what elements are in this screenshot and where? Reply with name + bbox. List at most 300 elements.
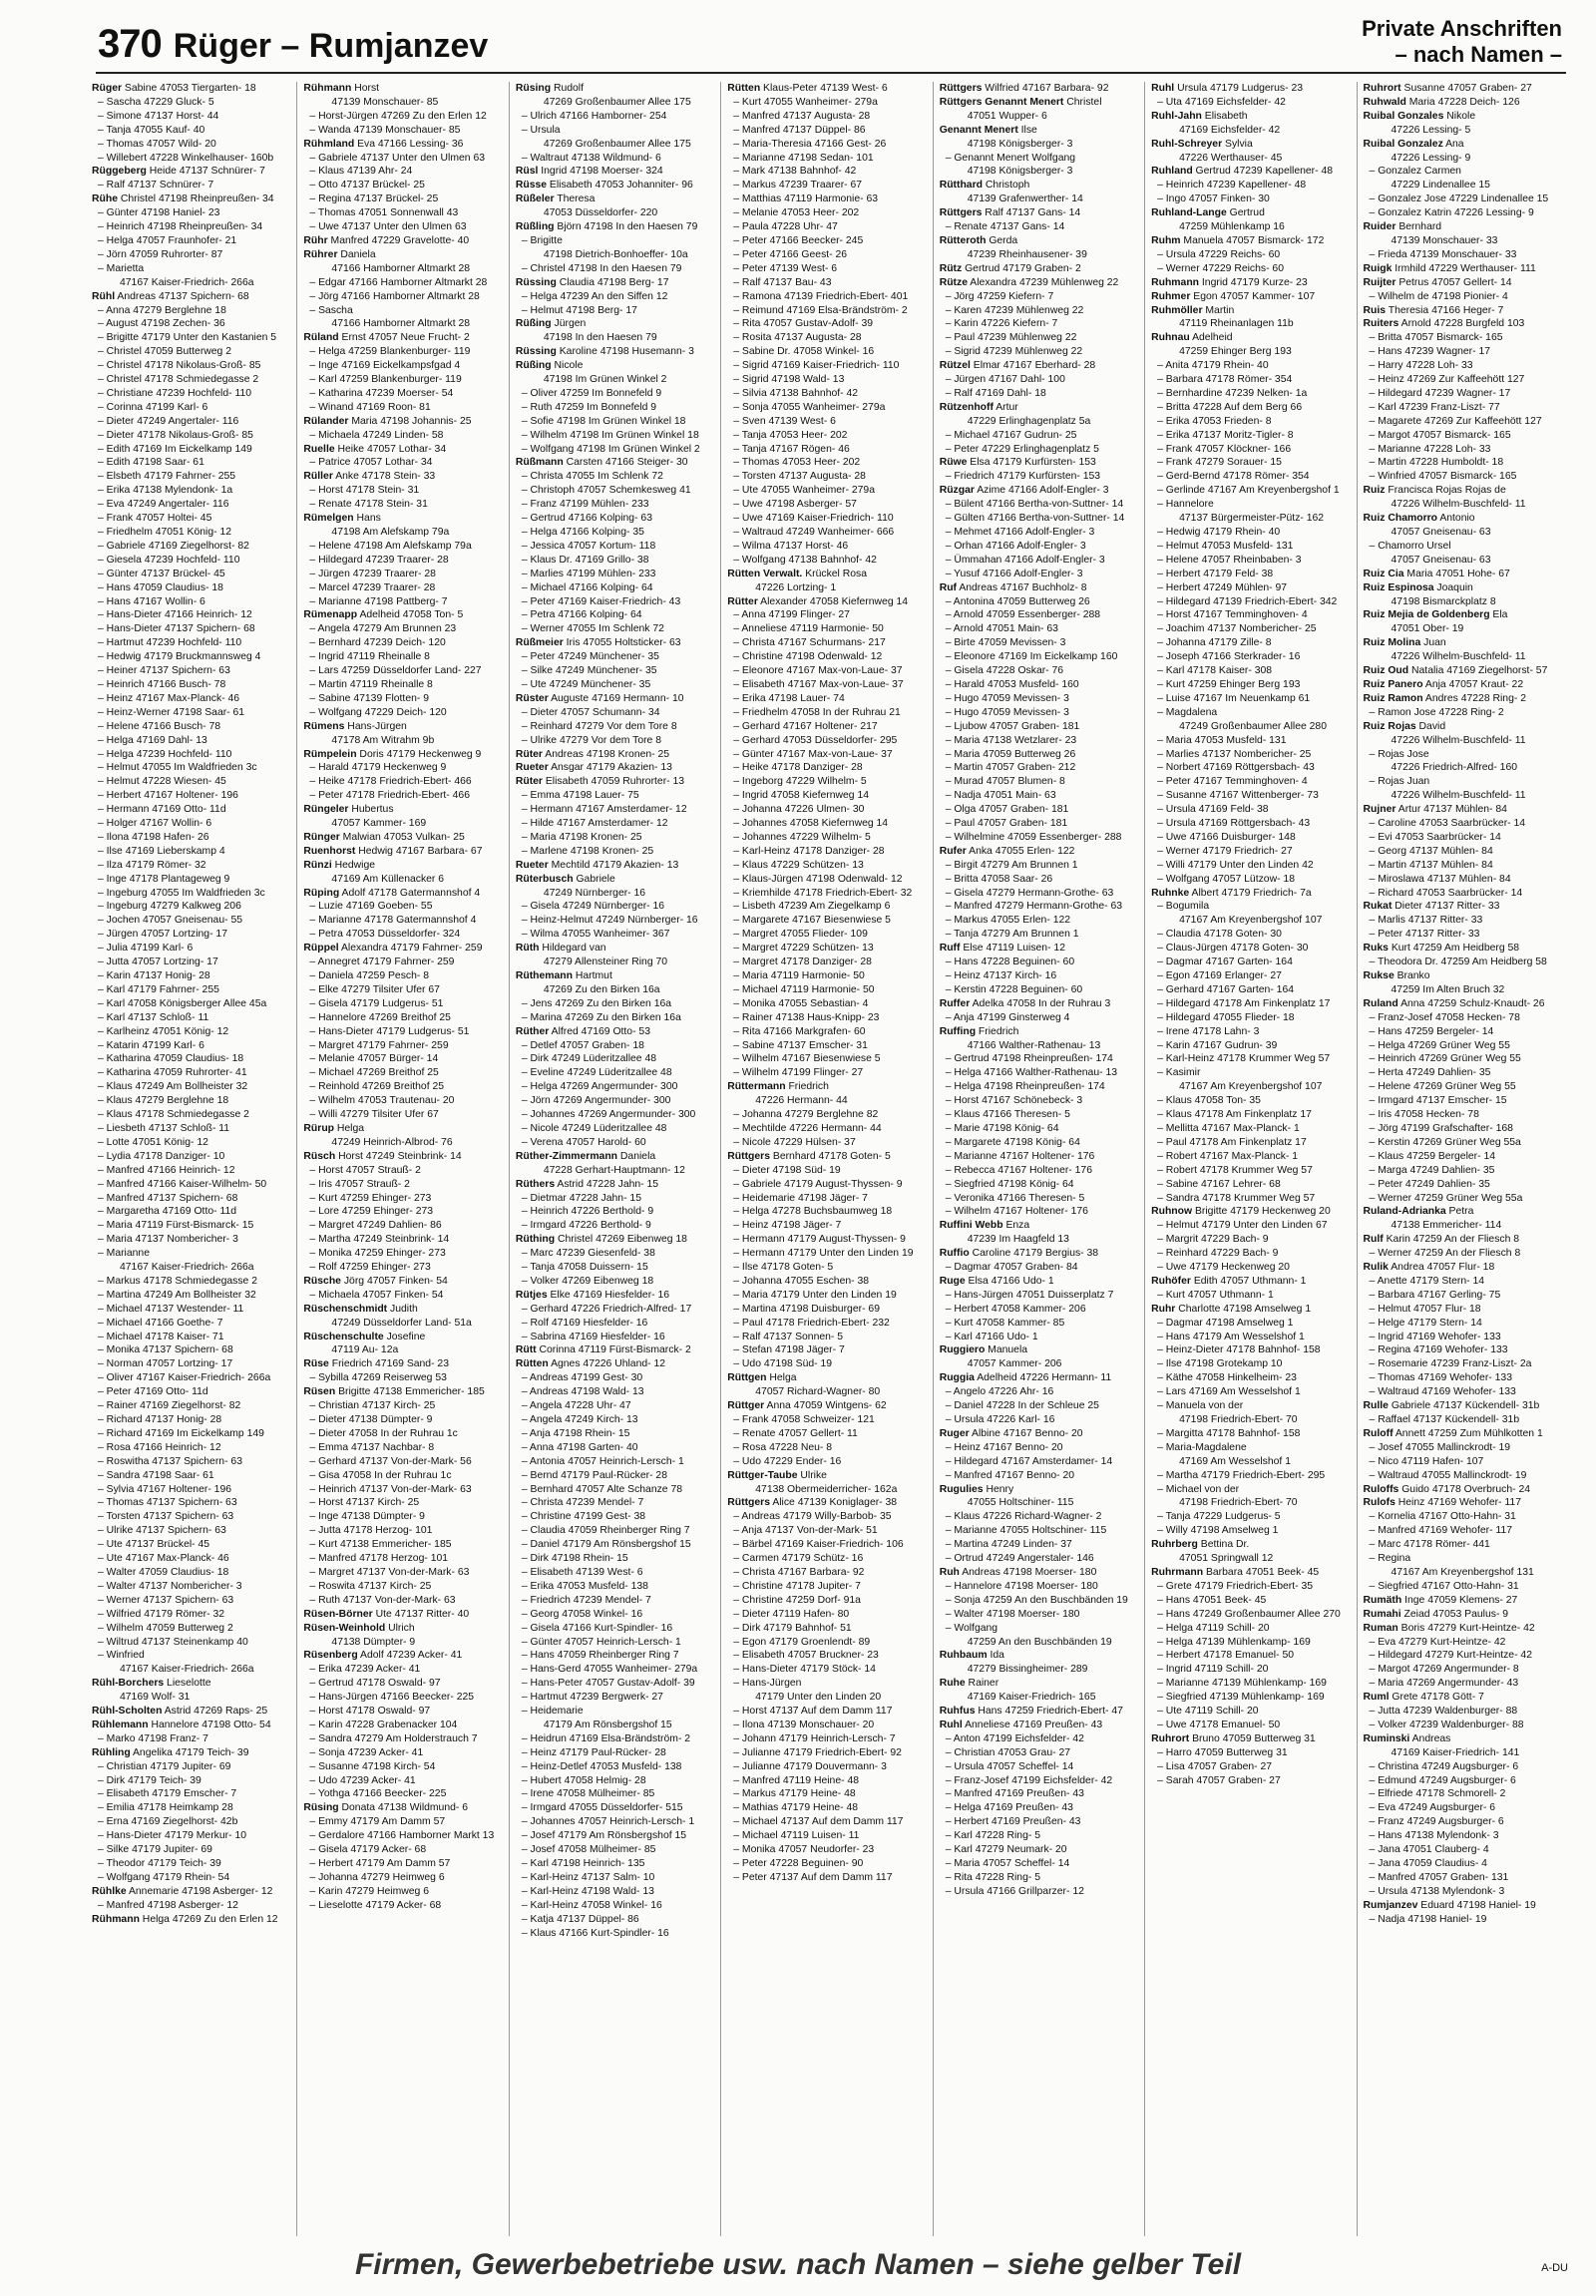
listing-entry: – Herbert 47249 Mühlen- 97	[1157, 581, 1288, 593]
listing-entry	[940, 179, 1140, 192]
page-header-left	[98, 22, 488, 67]
surname: Rühmland	[303, 138, 355, 150]
entry-details: Enza	[1002, 1220, 1030, 1232]
listing-entry: – Helga 47269 Angermunder- 300	[521, 1081, 678, 1093]
listing-entry: – Tanja 47053 Heer- 202	[733, 429, 848, 441]
listing-entry: – Chamorro Ursel	[1369, 540, 1451, 552]
entry-details: Anna 47059 Wintgens- 62	[764, 1400, 887, 1412]
surname: Ruiz Panero	[1363, 678, 1423, 690]
listing-entry: – Paula 47228 Uhr- 47	[733, 221, 838, 233]
surname: Ruiz Cia	[1363, 568, 1404, 579]
listing-entry: – Detlef 47057 Graben- 18	[521, 1039, 644, 1051]
listing-entry: – Hans 47249 Großenbaumer Allee 270	[1157, 1608, 1341, 1620]
listing-entry: – Manfred 47119 Heine- 48	[733, 1774, 859, 1786]
listing-entry: – Marcel 47239 Traarer- 28	[309, 581, 436, 593]
listing-entry: – Sonja 47259 An den Buschbänden 19	[945, 1594, 1128, 1606]
listing-entry	[516, 748, 716, 762]
surname: Ruloffs	[1363, 1483, 1399, 1495]
listing-entry: – Ruth 47259 Im Bonnefeld 9	[521, 401, 657, 413]
surname: Rüschenschmidt	[303, 1303, 388, 1315]
listing-entry	[92, 1913, 292, 1927]
surname: Ruml	[1363, 1692, 1390, 1704]
listing-entry	[940, 82, 1140, 96]
listing-entry: – Christine 47198 Odenwald- 12	[733, 651, 883, 663]
listing-entry: – Richard 47169 Im Eickelkamp 149	[98, 1427, 264, 1439]
listing-entry: – Irene 47058 Mülheimer- 85	[521, 1788, 655, 1800]
listing-entry: – Volker 47239 Waldenburger- 88	[1369, 1719, 1524, 1730]
entry-details: Bernhard	[1396, 221, 1442, 233]
listing-entry: – Erika 47137 Moritz-Tigler- 8	[1157, 429, 1294, 441]
listing-entry: – Wilhelm 47167 Holtener- 176	[945, 1206, 1088, 1218]
entry-details: Else 47119 Luisen- 12	[960, 943, 1065, 955]
listing-entry	[1364, 900, 1564, 914]
listing-entry: – Margot 47269 Angermunder- 8	[1369, 1664, 1519, 1676]
listing-entry: – Ingeborg 47229 Wilhelm- 5	[733, 776, 867, 788]
listing-address-line: 47269 Großenbaumer Allee 175	[543, 138, 691, 150]
listing-entry: – Maria 47138 Wetzlarer- 23	[945, 734, 1077, 746]
surname: Ruh	[939, 1566, 960, 1578]
listing-entry: – Uta 47169 Eichsfelder- 42	[1157, 96, 1286, 108]
listing-entry: – Josef 47055 Mallinckrodt- 19	[1369, 1441, 1511, 1453]
listing-entry: – Ursula 47169 Feld- 38	[1157, 804, 1269, 816]
listing-address-line: 47198 Am Alefskamp 79a	[331, 527, 450, 538]
listing-entry: – Georg 47058 Winkel- 16	[521, 1608, 643, 1620]
listing-entry: – Manfred 47178 Herzog- 101	[309, 1553, 449, 1565]
listing-entry: – Siegfried 47198 König- 64	[945, 1178, 1074, 1190]
listing-entry: – Antonina 47059 Butterweg 26	[945, 595, 1090, 607]
entry-details: Daniela	[337, 248, 376, 260]
listing-entry	[92, 165, 292, 179]
surname: Ruffing	[939, 1025, 977, 1037]
listing-entry	[940, 1343, 1140, 1357]
listing-entry	[1151, 1205, 1352, 1219]
entry-details: Ursula 47179 Ludgerus- 23	[1174, 83, 1304, 94]
listing-entry: – Rolf 47169 Hiesfelder- 16	[521, 1317, 648, 1329]
listing-entry: – Christa 47167 Schurmans- 217	[733, 637, 886, 649]
surname: Rukse	[1363, 970, 1395, 981]
listing-entry: – Manfred 47166 Heinrich- 12	[98, 1164, 235, 1176]
surname: Rueter	[515, 762, 549, 774]
listing-entry	[940, 1247, 1140, 1261]
listing-entry: – Elfriede 47178 Schmorell- 2	[1369, 1788, 1506, 1800]
listing-entry: – Hans-Dieter 47179 Merkur- 10	[98, 1830, 247, 1842]
listing-entry: – Heinrich 47198 Rheinpreußen- 34	[98, 221, 263, 233]
entry-details: Inge 47059 Klemens- 27	[1401, 1594, 1518, 1606]
listing-entry: – Maria 47119 Harmonie- 50	[733, 970, 865, 981]
entry-details: Gertrud 47179 Graben- 2	[962, 262, 1081, 274]
entry-details: Carsten 47166 Steiger- 30	[563, 457, 688, 469]
entry-details: Ulrike	[797, 1469, 827, 1481]
surname: Rulf	[1363, 1234, 1384, 1246]
entry-details: Alexander 47058 Kiefernweg 14	[757, 595, 909, 607]
listing-entry: – Helga 47166 Kolping- 35	[521, 527, 644, 538]
listing-entry: – Eveline 47249 Lüderitzallee 48	[521, 1067, 672, 1079]
listing-entry: – Kerstin 47228 Beguinen- 60	[945, 983, 1083, 995]
listing-entry: – Regina 47137 Brückel- 25	[309, 193, 439, 205]
surname: Rühl	[92, 290, 116, 302]
listing-entry: – Sonja 47055 Wanheimer- 279a	[733, 401, 886, 413]
listing-entry: – Helmut 47053 Musfeld- 131	[1157, 540, 1294, 552]
entry-details: Brigitte 47179 Heckenweg 20	[1192, 1206, 1331, 1218]
surname: Ruibal Gonzales	[1363, 110, 1444, 122]
listing-entry: – Claus-Jürgen 47178 Goten- 30	[1157, 943, 1309, 955]
entry-details: Hans	[353, 513, 381, 525]
listing-entry	[1364, 720, 1564, 734]
entry-details: Hildegard van	[539, 943, 606, 955]
entry-details: Elisabeth	[1201, 110, 1248, 122]
listing-entry: – Ulrich 47166 Hamborner- 254	[521, 110, 667, 122]
listing-entry: – Udo 47229 Ender- 16	[733, 1455, 842, 1467]
entry-details: Adolf 47239 Acker- 41	[357, 1650, 463, 1662]
listing-entry: – Margret 47179 Fahrner- 259	[309, 1039, 449, 1051]
listing-entry: – Manfred 47137 Düppel- 86	[733, 124, 866, 136]
listing-entry	[303, 1275, 504, 1289]
listing-entry: – Wolfgang 47198 Im Grünen Winkel 2	[521, 443, 700, 455]
surname: Ruhfus	[939, 1706, 976, 1718]
listing-entry	[303, 1331, 504, 1344]
entry-details: Corinna 47119 Fürst-Bismarck- 2	[536, 1344, 691, 1356]
listing-entry: – Sabine 47167 Lehrer- 68	[1157, 1178, 1281, 1190]
listing-entry	[1364, 1483, 1564, 1497]
listing-entry: – Brigitte 47179 Unter den Kastanien 5	[98, 332, 277, 344]
listing-entry: – Ulrike 47279 Vor dem Tore 8	[521, 734, 662, 746]
listing-entry	[1364, 262, 1564, 276]
listing-entry: – Franz 47249 Augsburger- 6	[1369, 1816, 1504, 1828]
listing-entry	[727, 568, 928, 581]
listing-entry: – Gisa 47058 In der Ruhrau 1c	[309, 1469, 452, 1481]
listing-entry	[1364, 82, 1564, 96]
listing-entry: – Robert 47178 Krummer Weg 57	[1157, 1164, 1313, 1176]
listing-entry: – Evi 47053 Saarbrücker- 14	[1369, 831, 1501, 843]
listing-entry: – Gisela 47228 Oskar- 76	[945, 665, 1064, 677]
listing-entry: – Klaus 47139 Ahr- 24	[309, 166, 413, 178]
listing-entry: – Nicole 47229 Hülsen- 37	[733, 1136, 856, 1148]
listing-entry: – Frank 47057 Holtei- 45	[98, 513, 212, 525]
listing-entry: – Christina 47249 Augsburger- 6	[1369, 1760, 1519, 1772]
listing-entry: – Hugo 47059 Mevissen- 3	[945, 692, 1069, 704]
listing-entry: – Corinna 47199 Karl- 6	[98, 401, 208, 413]
listing-entry: – Peter 47249 Dahlien- 35	[1369, 1178, 1490, 1190]
listing-entry: – Maria 47179 Unter den Linden 19	[733, 1289, 897, 1301]
listing-entry: – Britta 47058 Saar- 26	[945, 873, 1053, 885]
listing-entry: – Sabine Dr. 47058 Winkel- 16	[733, 346, 875, 358]
listing-entry: – Theodora Dr. 47259 Am Heidberg 58	[1369, 957, 1547, 968]
listing-entry: – Katharina 47059 Ruhrorter- 41	[98, 1067, 247, 1079]
listing-entry: – Karin 47167 Gudrun- 39	[1157, 1039, 1278, 1051]
surname: Rukat	[1363, 901, 1393, 913]
listing-entry	[727, 1150, 928, 1164]
surname: Rufer	[939, 845, 967, 857]
listing-entry: – Roswita 47137 Kirch- 25	[309, 1580, 432, 1592]
listing-entry: – Rita 47166 Markgrafen- 60	[733, 1025, 866, 1037]
listing-entry: – Thomas 47051 Sonnenwall 43	[309, 207, 459, 219]
listing-entry: – Markus 47179 Heine- 48	[733, 1788, 856, 1800]
surname: Rütten	[515, 1358, 549, 1370]
entry-details: Adolf 47178 Gatermannshof 4	[339, 887, 481, 899]
listing-entry: – Melanie 47053 Heer- 202	[733, 207, 860, 219]
surname: Rüland	[303, 332, 339, 344]
surname: Ruffio	[939, 1248, 970, 1260]
entry-details: Friedrich 47169 Sand- 23	[328, 1358, 449, 1370]
listing-entry: – Ruth 47137 Von-der-Mark- 63	[309, 1594, 456, 1606]
entry-details: Susanne 47057 Graben- 27	[1400, 83, 1532, 94]
entry-details: Zeiad 47053 Paulus- 9	[1400, 1608, 1509, 1620]
listing-entry: – Britta 47057 Bismarck- 165	[1369, 332, 1503, 344]
entry-details: Adelheid 47058 Ton- 5	[357, 609, 464, 621]
listing-entry: – Yusuf 47166 Adolf-Engler- 3	[945, 568, 1083, 579]
surname: Rütjes	[515, 1289, 548, 1301]
listing-entry: – Marianne 47167 Holtener- 176	[945, 1150, 1095, 1162]
listing-entry: – Hans 47179 Am Wesselshof 1	[1157, 1331, 1305, 1342]
listing-entry	[303, 1385, 504, 1399]
listing-entry: – Waltraut 47138 Wildmund- 6	[521, 152, 661, 164]
surname: Rüther	[515, 1025, 550, 1037]
listing-entry: – Gabriele 47179 August-Thyssen- 9	[733, 1178, 903, 1190]
surname: Ruks	[1363, 943, 1389, 955]
surname: Ruhrberg	[1151, 1539, 1198, 1551]
listing-entry: – Thomas 47053 Heer- 202	[733, 457, 861, 469]
listing-entry: – Patrice 47057 Lothar- 34	[309, 457, 433, 469]
surname: Rüter	[515, 748, 543, 760]
listing-entry: – Inge 47138 Dümpter- 9	[309, 1511, 425, 1523]
entry-details: Gerda	[986, 234, 1018, 246]
listing-entry: – Ursula 47138 Mylendonk- 3	[1369, 1885, 1505, 1897]
listing-entry: – Kornelia 47167 Otto-Hahn- 31	[1369, 1511, 1516, 1523]
listing-entry: – Paul 47057 Graben- 181	[945, 818, 1068, 830]
listing-entry	[1364, 304, 1564, 318]
listing-entry	[303, 887, 504, 901]
listing-entry: – Peter 47228 Beguinen- 90	[733, 1858, 864, 1869]
listing-entry: – Dieter 47178 Nikolaus-Groß- 85	[98, 429, 253, 441]
surname: Rüßmeier	[515, 637, 564, 649]
listing-entry: – Britta 47228 Auf dem Berg 66	[1157, 401, 1303, 413]
listing-entry: – Christian 47053 Grau- 27	[945, 1746, 1071, 1758]
listing-entry: – Karl 47166 Udo- 1	[945, 1331, 1038, 1342]
listing-entry: – Birte 47059 Mevissen- 3	[945, 637, 1066, 649]
listing-entry: – Herbert 47167 Holtener- 196	[98, 790, 238, 802]
listing-entry: – Melanie 47057 Bürger- 14	[309, 1053, 439, 1065]
listing-entry: – Klaus 47226 Richard-Wagner- 2	[945, 1511, 1102, 1523]
listing-entry	[1151, 276, 1352, 290]
entry-details: Andreas	[1409, 1732, 1451, 1744]
entry-details: Helga	[334, 1122, 365, 1134]
listing-entry: – Oliver 47167 Kaiser-Friedrich- 266a	[98, 1372, 271, 1384]
listing-entry: – Friedrich 47179 Kurfürsten- 153	[945, 471, 1101, 483]
listing-entry: – Karl 47279 Neumark- 20	[945, 1844, 1067, 1856]
surname: Ruhmöller	[1151, 304, 1203, 316]
listing-entry: – Gerhard 47167 Holtener- 217	[733, 720, 878, 732]
entry-details: Ute 47137 Ritter- 40	[372, 1608, 470, 1620]
surname: Ruffer	[939, 997, 971, 1009]
listing-entry: – Werner 47137 Spichern- 63	[98, 1594, 234, 1606]
entry-details: Natalia 47169 Ziegelhorst- 57	[1408, 665, 1548, 677]
listing-entry: – Heidrun 47169 Elsa-Brändström- 2	[521, 1732, 691, 1744]
listing-entry: – Torsten 47137 Augusta- 28	[733, 471, 866, 483]
listing-address-line: 47226 Lessing- 9	[1391, 152, 1471, 164]
listing-entry: – Lisbeth 47239 Am Ziegelkamp 6	[733, 901, 891, 913]
listing-address-line: 47055 Holtschiner- 115	[967, 1497, 1074, 1509]
listing-entry: – Wilhelm 47198 Im Grünen Winkel 18	[521, 429, 699, 441]
listing-entry	[940, 1483, 1140, 1497]
listing-entry: – Michael 47166 Goethe- 7	[98, 1317, 223, 1329]
listing-entry	[940, 1427, 1140, 1441]
listing-entry: – Johanna 47179 Zille- 8	[1157, 637, 1272, 649]
listing-entry: – Sigrid 47169 Kaiser-Friedrich- 110	[733, 360, 900, 372]
entry-details: Andreas 47167 Buchholz- 8	[957, 581, 1087, 593]
listing-address-line: 47249 Großenbaumer Allee 280	[1179, 720, 1327, 732]
listing-entry: – Horst 47057 Strauß- 2	[309, 1164, 421, 1176]
listing-entry: – Ortrud 47249 Angerstaler- 146	[945, 1553, 1094, 1565]
listing-entry: – Johanna 47226 Ulmen- 30	[733, 804, 865, 816]
surname: Ruigk	[1363, 262, 1393, 274]
listing-entry	[92, 1705, 292, 1719]
listing-address-line: 47051 Wupper- 6	[967, 110, 1047, 122]
listing-entry: – Sofie 47198 Im Grünen Winkel 18	[521, 415, 686, 427]
listing-entry: – Gabriele 47137 Unter den Ulmen 63	[309, 152, 486, 164]
surname: Ruhrmann	[1151, 1566, 1204, 1578]
listing-entry: – Michael 47137 Auf dem Damm 117	[733, 1816, 904, 1828]
listing-entry: – Karl 47137 Schloß- 11	[98, 1011, 209, 1023]
listing-entry	[1364, 997, 1564, 1011]
listing-address-line: 47057 Kammer- 206	[967, 1358, 1062, 1370]
listing-address-line: 47259 Im Alten Bruch 32	[1391, 983, 1505, 995]
surname: Rüttgers	[727, 1150, 770, 1162]
listing-entry: – Jürgen 47239 Traarer- 28	[309, 568, 436, 579]
listing-entry: – Rosa 47228 Neu- 8	[733, 1441, 833, 1453]
listing-entry: – Margitta 47178 Bahnhof- 158	[1157, 1427, 1301, 1439]
listing-address-line: 47269 Zu den Birken 16a	[543, 983, 660, 995]
listing-entry: – Kurt 47259 Ehinger Berg 193	[1157, 678, 1301, 690]
listing-column	[940, 82, 1145, 2236]
listing-entry	[1364, 664, 1564, 678]
surname: Rumjanzev	[1363, 1899, 1418, 1911]
listing-entry	[303, 1608, 504, 1622]
listing-entry	[940, 484, 1140, 498]
listing-entry: – Klaus 47249 Am Bollheister 32	[98, 1081, 248, 1093]
listing-entry: – Ingo 47057 Finken- 30	[1157, 193, 1270, 205]
listing-entry: – Luise 47167 Im Neuenkamp 61	[1157, 692, 1311, 704]
listing-entry: – Hans 47051 Beek- 45	[1157, 1594, 1267, 1606]
listing-entry: – Martha 47179 Friedrich-Ebert- 295	[1157, 1469, 1326, 1481]
entry-details: Albert 47179 Friedrich- 7a	[1189, 887, 1312, 899]
listing-entry: – Frank 47057 Klöckner- 166	[1157, 443, 1292, 455]
listing-entry: – Helmut 47055 Im Waldfrieden 3c	[98, 762, 257, 774]
listing-entry: – Willi 47279 Tilsiter Ufer 67	[309, 1109, 439, 1121]
listing-entry	[516, 873, 716, 887]
listing-entry	[1364, 96, 1564, 110]
listing-entry: – Klaus Dr. 47169 Grillo- 38	[521, 554, 649, 566]
listing-entry: – Marlies 47137 Nombericher- 25	[1157, 748, 1312, 760]
surname: Rüsche	[303, 1275, 341, 1287]
listing-entry: – Jörg 47199 Grafschafter- 168	[1369, 1122, 1513, 1134]
listing-entry: – Daniel 47179 Am Rönsbergshof 15	[521, 1539, 691, 1551]
listing-entry: – Martina 47198 Duisburger- 69	[733, 1303, 880, 1315]
listing-address-line: 47239 Im Haagfeld 13	[967, 1234, 1069, 1246]
entry-details: Gertrud 47239 Kapellener- 48	[1192, 166, 1334, 178]
listing-entry: – Ingeburg 47055 Im Waldfrieden 3c	[98, 887, 265, 899]
listing-entry: – Günter 47198 Haniel- 23	[98, 207, 220, 219]
listing-entry: – Katja 47137 Düppel- 86	[521, 1913, 639, 1925]
surname: Rüttger	[727, 1400, 765, 1412]
listing-entry	[940, 1025, 1140, 1039]
listing-entry	[940, 1566, 1140, 1580]
listing-entry: – Michael 47137 Westender- 11	[98, 1303, 244, 1315]
listing-entry: – Heidemarie 47198 Jäger- 7	[733, 1192, 868, 1204]
listing-entry: – Marga 47249 Dahlien- 35	[1369, 1164, 1495, 1176]
listing-address-line: 47139 Monschauer- 85	[331, 96, 439, 108]
entry-details: Karoline 47198 Husemann- 3	[556, 346, 694, 358]
section-title-line2: – nach Namen –	[1395, 42, 1562, 67]
surname: Ruhnow	[1151, 1206, 1193, 1218]
surname: Ruffini Webb	[939, 1220, 1003, 1232]
listing-entry: – Johannes 47269 Angermunder- 300	[521, 1109, 696, 1121]
listing-entry: – Annegret 47179 Fahrner- 259	[309, 957, 455, 968]
listing-entry: – Heinz-Detlef 47053 Musfeld- 138	[521, 1760, 682, 1772]
listing-entry: – Herbert 47179 Feld- 38	[1157, 568, 1274, 579]
entry-details: Elsa 47179 Kurfürsten- 153	[967, 457, 1096, 469]
listing-entry: – Helene 47057 Rheinbaben- 3	[1157, 554, 1302, 566]
entry-details: Joaquin	[1433, 581, 1473, 593]
listing-entry	[303, 1150, 504, 1164]
entry-details: Heide 47137 Schnürer- 7	[146, 166, 265, 178]
listing-entry: – Jörg 47259 Kiefern- 7	[945, 290, 1054, 302]
listing-entry: – Werner 47179 Friedrich- 27	[1157, 845, 1293, 857]
listing-entry: – Elisabeth 47057 Bruckner- 23	[733, 1650, 879, 1662]
listing-entry	[940, 581, 1140, 595]
listing-entry: – Volker 47269 Eibenweg 18	[521, 1275, 654, 1287]
listing-entry: – Wolfgang 47229 Deich- 120	[309, 706, 447, 718]
listing-entry: – Karl 47179 Fahrner- 255	[98, 983, 219, 995]
entry-details: Christel	[1063, 96, 1102, 108]
listing-entry	[303, 942, 504, 956]
listing-entry: – Helga 47139 Mühlenkamp- 169	[1157, 1636, 1311, 1648]
surname: Rüther-Zimmermann	[515, 1150, 618, 1162]
listing-column	[1151, 82, 1357, 2236]
listing-entry: – Sonja 47239 Acker- 41	[309, 1746, 424, 1758]
listing-entry: – Dietmar 47228 Jahn- 15	[521, 1192, 641, 1204]
listing-entry: – Bernhard 47239 Deich- 120	[309, 637, 446, 649]
listing-entry	[1364, 581, 1564, 595]
listing-entry: – Heiner 47137 Spichern- 63	[98, 665, 230, 677]
listing-entry	[1151, 331, 1352, 345]
listing-entry: – Willy 47198 Amselweg 1	[1157, 1525, 1279, 1537]
listing-entry: – Erika 47053 Frieden- 8	[1157, 415, 1272, 427]
listing-entry: – Dieter 47138 Dümpter- 9	[309, 1414, 433, 1425]
surname: Rührer	[303, 248, 338, 260]
entry-details: Malwian 47053 Vulkan- 25	[339, 831, 465, 843]
surname: Ruis	[1363, 304, 1387, 316]
listing-entry: – Gertrud 47198 Rheinpreußen- 174	[945, 1053, 1113, 1065]
entry-details: Lieselotte	[164, 1678, 211, 1690]
listing-entry: – Reinhard 47229 Bach- 9	[1157, 1248, 1279, 1260]
listing-entry: – Jessica 47057 Kortum- 118	[521, 540, 656, 552]
entry-details: Helga	[766, 1372, 797, 1384]
listing-entry: – Raffael 47137 Kückendell- 31b	[1369, 1414, 1520, 1425]
listing-entry: – Peter 47166 Beecker- 245	[733, 234, 864, 246]
listing-entry: – Thomas 47137 Spichern- 63	[98, 1497, 237, 1509]
listing-entry	[940, 1705, 1140, 1719]
surname: Rühmann	[92, 1913, 140, 1925]
surname: Rüngeler	[303, 804, 349, 816]
listing-entry	[940, 206, 1140, 220]
listing-entry: – Iris 47057 Strauß- 2	[309, 1178, 410, 1190]
listing-entry: – Waltraud 47169 Wehofer- 133	[1369, 1386, 1516, 1398]
listing-entry: – Helga 47239 An den Siffen 12	[521, 290, 668, 302]
listing-entry	[303, 234, 504, 248]
listing-entry: – Michael von der	[1157, 1483, 1240, 1495]
listing-entry: – Anna 47279 Berglehne 18	[98, 304, 226, 316]
listing-address-line: 47279 Allensteiner Ring 70	[543, 957, 668, 968]
